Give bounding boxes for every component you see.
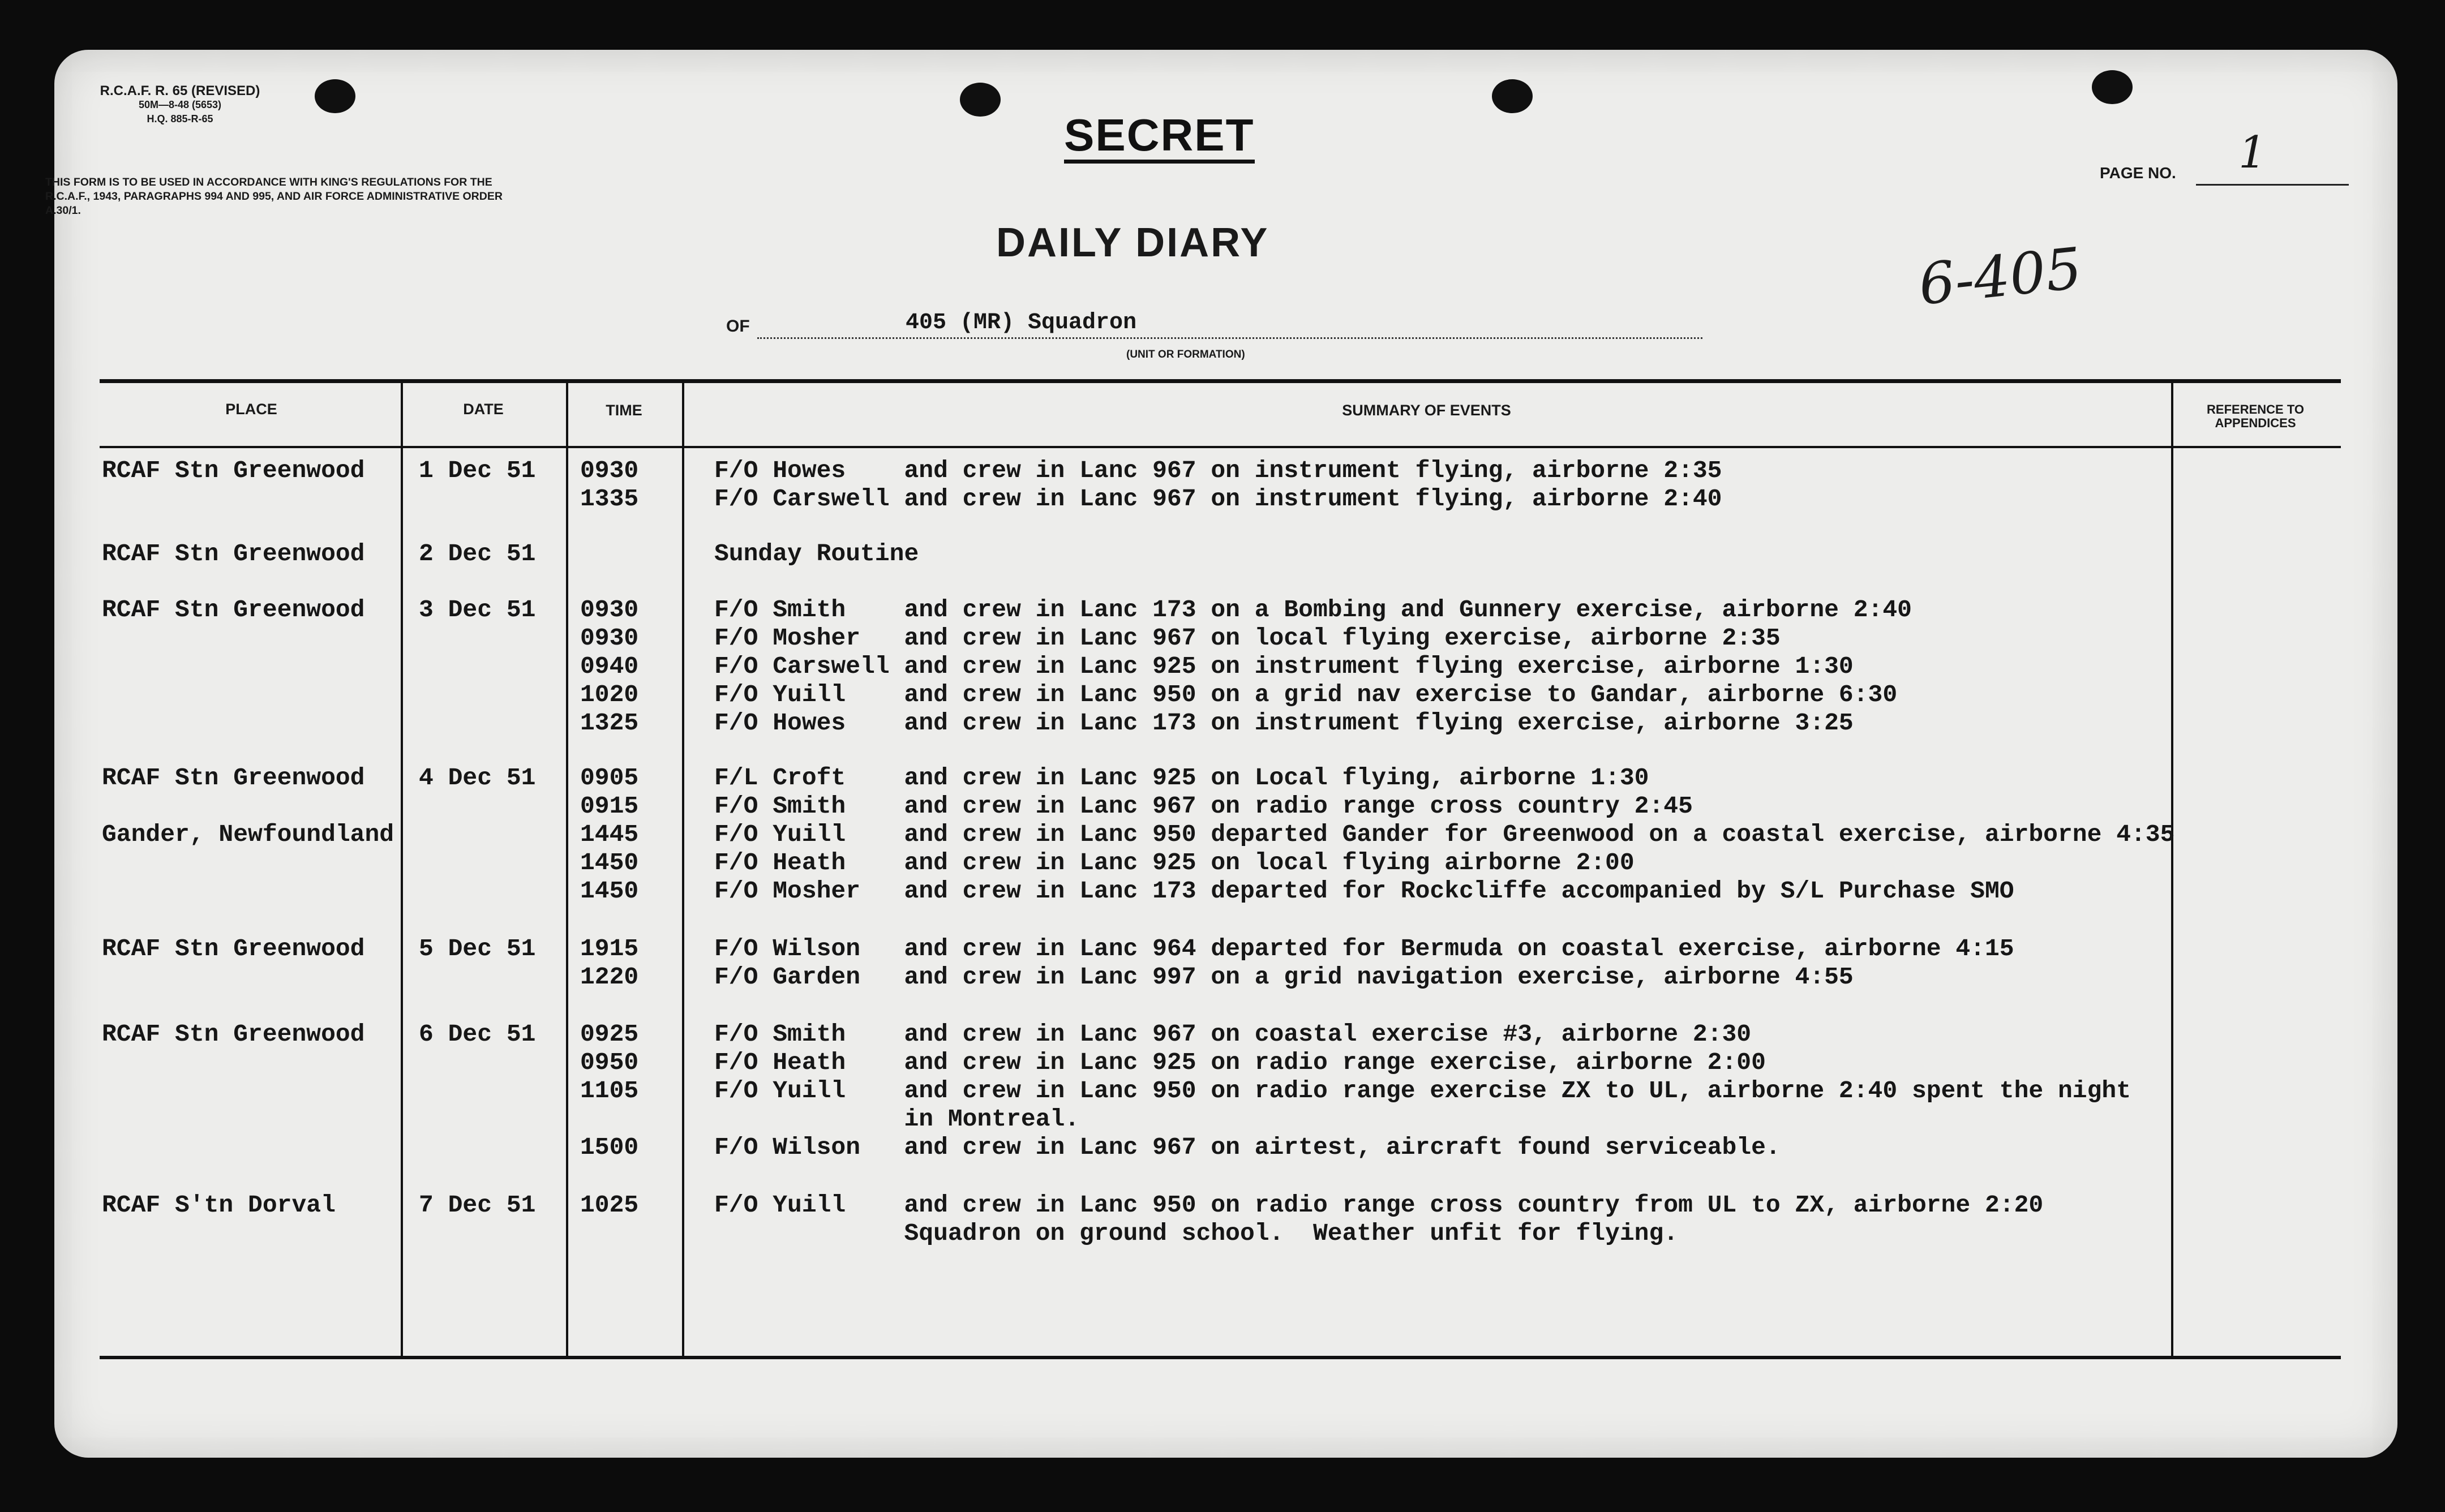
entry-place: RCAF Stn Greenwood: [102, 935, 365, 963]
unit-caption: (UNIT OR FORMATION): [1126, 349, 1245, 360]
hq-code: H.Q. 885-R-65: [147, 113, 213, 124]
entry-place: Gander, Newfoundland: [102, 821, 394, 848]
entry-summary: F/O Heath and crew in Lanc 925 on local flying airborne 2:00: [714, 849, 1635, 877]
entry-summary: F/O Yuill and crew in Lanc 950 on radio range cross country from UL to ZX, airborne 2:20: [714, 1191, 2044, 1219]
entry-time: 0905: [580, 764, 639, 792]
entry-summary: F/O Carswell and crew in Lanc 925 on instrument flying exercise, airborne 1:30: [714, 652, 1854, 680]
entry-time: 0925: [580, 1020, 639, 1048]
entry-summary: F/O Smith and crew in Lanc 967 on radio range cross country 2:45: [714, 792, 1693, 820]
entry-summary: Sunday Routine: [714, 540, 919, 568]
table-bottom-rule: [100, 1356, 2341, 1359]
page-number-label: PAGE NO.: [2100, 164, 2176, 182]
entry-time: 0930: [580, 624, 639, 652]
entry-time: 0930: [580, 457, 639, 484]
punch-hole: [960, 83, 1001, 117]
entry-summary: F/O Mosher and crew in Lanc 967 on local flying exercise, airborne 2:35: [714, 624, 1781, 652]
entry-time: 0950: [580, 1049, 639, 1076]
column-header-time: TIME: [606, 402, 642, 419]
form-identifier: [61, 84, 299, 126]
entry-date: 3 Dec 51: [419, 596, 536, 624]
punch-hole: [2092, 70, 2133, 104]
entry-time: 1105: [580, 1077, 639, 1105]
column-header-place: PLACE: [225, 401, 277, 418]
entry-summary: F/O Yuill and crew in Lanc 950 departed Gander for Greenwood on a coastal exercise, airborne 4:35: [714, 821, 2175, 848]
unit-name: 405 (MR) Squadron: [906, 310, 1137, 336]
column-header-date: DATE: [463, 401, 504, 418]
entry-time: 0915: [580, 792, 639, 820]
entry-time: 0940: [580, 652, 639, 680]
entry-date: 2 Dec 51: [419, 540, 536, 568]
handwritten-reference: 6-405: [1915, 235, 2085, 318]
punch-hole: [1492, 79, 1533, 113]
entry-date: 5 Dec 51: [419, 935, 536, 963]
print-code: 50M—8-48 (5653): [138, 99, 222, 110]
entry-place: RCAF Stn Greenwood: [102, 540, 365, 568]
column-divider: [2171, 383, 2173, 1357]
table-header-rule: [100, 446, 2341, 448]
form-usage-note: THIS FORM IS TO BE USED IN ACCORDANCE WITH KING'S REGULATIONS FOR THE R.C.A.F., 1943, PARAGRAPHS 994 AND 995, AND AIR FORCE ADMINISTRATIVE ORDER A.30/1.: [45, 176, 503, 217]
entry-summary: F/O Howes and crew in Lanc 967 on instrument flying, airborne 2:35: [714, 457, 1722, 484]
table-top-rule: [100, 379, 2341, 383]
entry-time: 1025: [580, 1191, 639, 1219]
entry-summary: F/O Yuill and crew in Lanc 950 on a grid nav exercise to Gandar, airborne 6:30: [714, 681, 1898, 708]
entry-summary: in Montreal.: [714, 1105, 1080, 1133]
column-divider: [401, 383, 403, 1357]
column-divider: [566, 383, 568, 1357]
entry-time: 1450: [580, 877, 639, 905]
entry-summary: F/O Wilson and crew in Lanc 967 on airtest, aircraft found serviceable.: [714, 1133, 1781, 1161]
entry-summary: F/O Smith and crew in Lanc 967 on coastal exercise #3, airborne 2:30: [714, 1020, 1752, 1048]
entry-date: 1 Dec 51: [419, 457, 536, 484]
page-number-underline: [2196, 184, 2349, 186]
entry-time: 1450: [580, 849, 639, 877]
entry-time: 1020: [580, 681, 639, 708]
entry-date: 4 Dec 51: [419, 764, 536, 792]
entry-place: RCAF Stn Greenwood: [102, 764, 365, 792]
entry-date: 7 Dec 51: [419, 1191, 536, 1219]
entry-summary: F/O Howes and crew in Lanc 173 on instrument flying exercise, airborne 3:25: [714, 709, 1854, 737]
form-number: R.C.A.F. R. 65 (REVISED): [100, 83, 260, 98]
column-header-summary: SUMMARY OF EVENTS: [1342, 402, 1511, 419]
entry-summary: F/O Smith and crew in Lanc 173 on a Bombing and Gunnery exercise, airborne 2:40: [714, 596, 1912, 624]
entry-place: RCAF Stn Greenwood: [102, 1020, 365, 1048]
entry-summary: F/O Heath and crew in Lanc 925 on radio range exercise, airborne 2:00: [714, 1049, 1766, 1076]
entry-time: 1220: [580, 963, 639, 991]
unit-dotted-line: [757, 337, 1702, 339]
unit-of-label: OF: [726, 317, 750, 336]
entry-place: RCAF S'tn Dorval: [102, 1191, 336, 1219]
entry-time: 1915: [580, 935, 639, 963]
entry-date: 6 Dec 51: [419, 1020, 536, 1048]
classification-heading: SECRET: [1064, 111, 1255, 164]
entry-time: 1500: [580, 1133, 639, 1161]
entry-summary: F/O Mosher and crew in Lanc 173 departed for Rockcliffe accompanied by S/L Purchase SMO: [714, 877, 2014, 905]
entry-place: RCAF Stn Greenwood: [102, 596, 365, 624]
entry-place: RCAF Stn Greenwood: [102, 457, 365, 484]
entry-summary: F/O Wilson and crew in Lanc 964 departed for Bermuda on coastal exercise, airborne 4:15: [714, 935, 2014, 963]
entry-summary: F/O Yuill and crew in Lanc 950 on radio range exercise ZX to UL, airborne 2:40 spent the night: [714, 1077, 2131, 1105]
entry-time: 1445: [580, 821, 639, 848]
entry-summary: F/O Carswell and crew in Lanc 967 on instrument flying, airborne 2:40: [714, 485, 1722, 513]
column-divider: [682, 383, 684, 1357]
entry-time: 0930: [580, 596, 639, 624]
entry-time: 1325: [580, 709, 639, 737]
entry-summary: F/L Croft and crew in Lanc 925 on Local flying, airborne 1:30: [714, 764, 1649, 792]
entry-summary: F/O Garden and crew in Lanc 997 on a grid navigation exercise, airborne 4:55: [714, 963, 1854, 991]
entry-time: 1335: [580, 485, 639, 513]
entry-summary: Squadron on ground school. Weather unfit for flying.: [714, 1219, 1679, 1247]
page-number-value: 1: [2238, 127, 2267, 178]
punch-hole: [315, 79, 355, 113]
page-title: DAILY DIARY: [996, 220, 1269, 265]
column-header-reference: REFERENCE TO APPENDICES: [2207, 402, 2304, 430]
